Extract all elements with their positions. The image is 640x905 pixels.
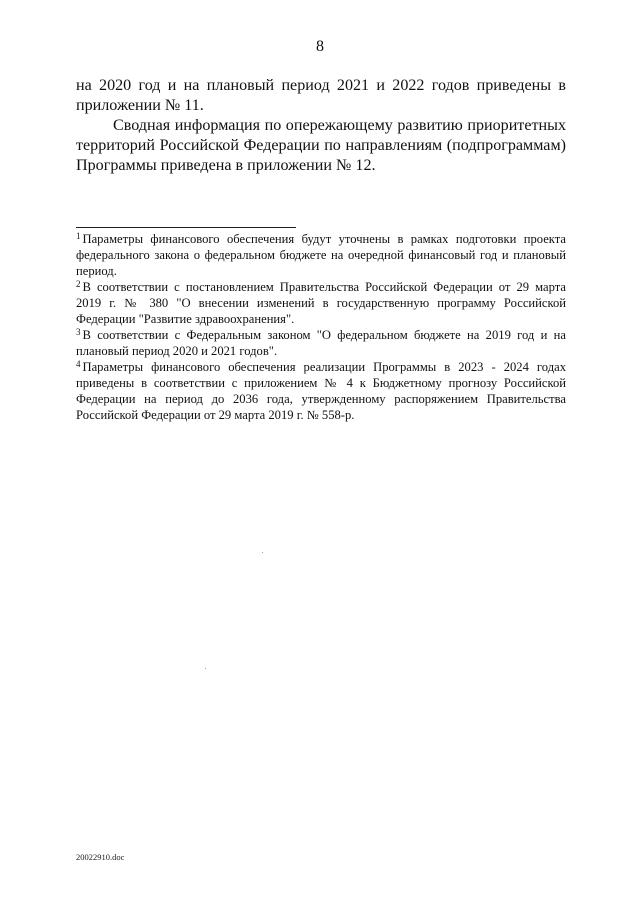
footnote-4-text: Параметры финансового обеспечения реализации Программы в 2023 - 2024 годах приведены в соответствии с приложением № 4 к Бюджетному прогнозу Российской Федерации на период до 2036 года, утвержденному распоряжением Правительства Российской Федерации от 29 марта 2019 г. № 558-р. bbox=[76, 360, 566, 422]
footnote-2 bbox=[76, 279, 566, 327]
footnote-1 bbox=[76, 231, 566, 279]
footnote-3-text: В соответствии с Федеральным законом "О федеральном бюджете на 2019 год и на плановый период 2020 и 2021 годов". bbox=[76, 328, 566, 358]
paragraph-continued: на 2020 год и на плановый период 2021 и 2022 годов приведены в приложении № 11. bbox=[76, 77, 566, 114]
footnote-separator bbox=[76, 227, 296, 228]
footnote-1-mark: 1 bbox=[76, 231, 81, 241]
scan-speck bbox=[205, 668, 206, 669]
footnote-1-text: Параметры финансового обеспечения будут уточнены в рамках подготовки проекта федерального закона о федеральном бюджете на очередной финансовый год и плановый период. bbox=[76, 232, 566, 278]
footnotes bbox=[76, 231, 566, 423]
footnote-4-mark: 4 bbox=[76, 359, 81, 369]
document-id: 20022910.doc bbox=[76, 852, 125, 862]
paragraph-summary: Сводная информация по опережающему развитию приоритетных территорий Российской Федерации по направлениям (подпрограммам) Программы приведена в приложении № 12. bbox=[76, 117, 566, 174]
footnote-4 bbox=[76, 359, 566, 423]
main-text bbox=[76, 76, 566, 176]
footnote-3-mark: 3 bbox=[76, 327, 81, 337]
scan-speck bbox=[262, 552, 263, 553]
footnote-2-text: В соответствии с постановлением Правительства Российской Федерации от 29 марта 2019 г. № 380 "О внесении изменений в государственную программу Российской Федерации "Развитие здравоохранения". bbox=[76, 280, 566, 326]
page-number: 8 bbox=[316, 38, 324, 55]
footnote-2-mark: 2 bbox=[76, 279, 81, 289]
footnote-3 bbox=[76, 327, 566, 359]
